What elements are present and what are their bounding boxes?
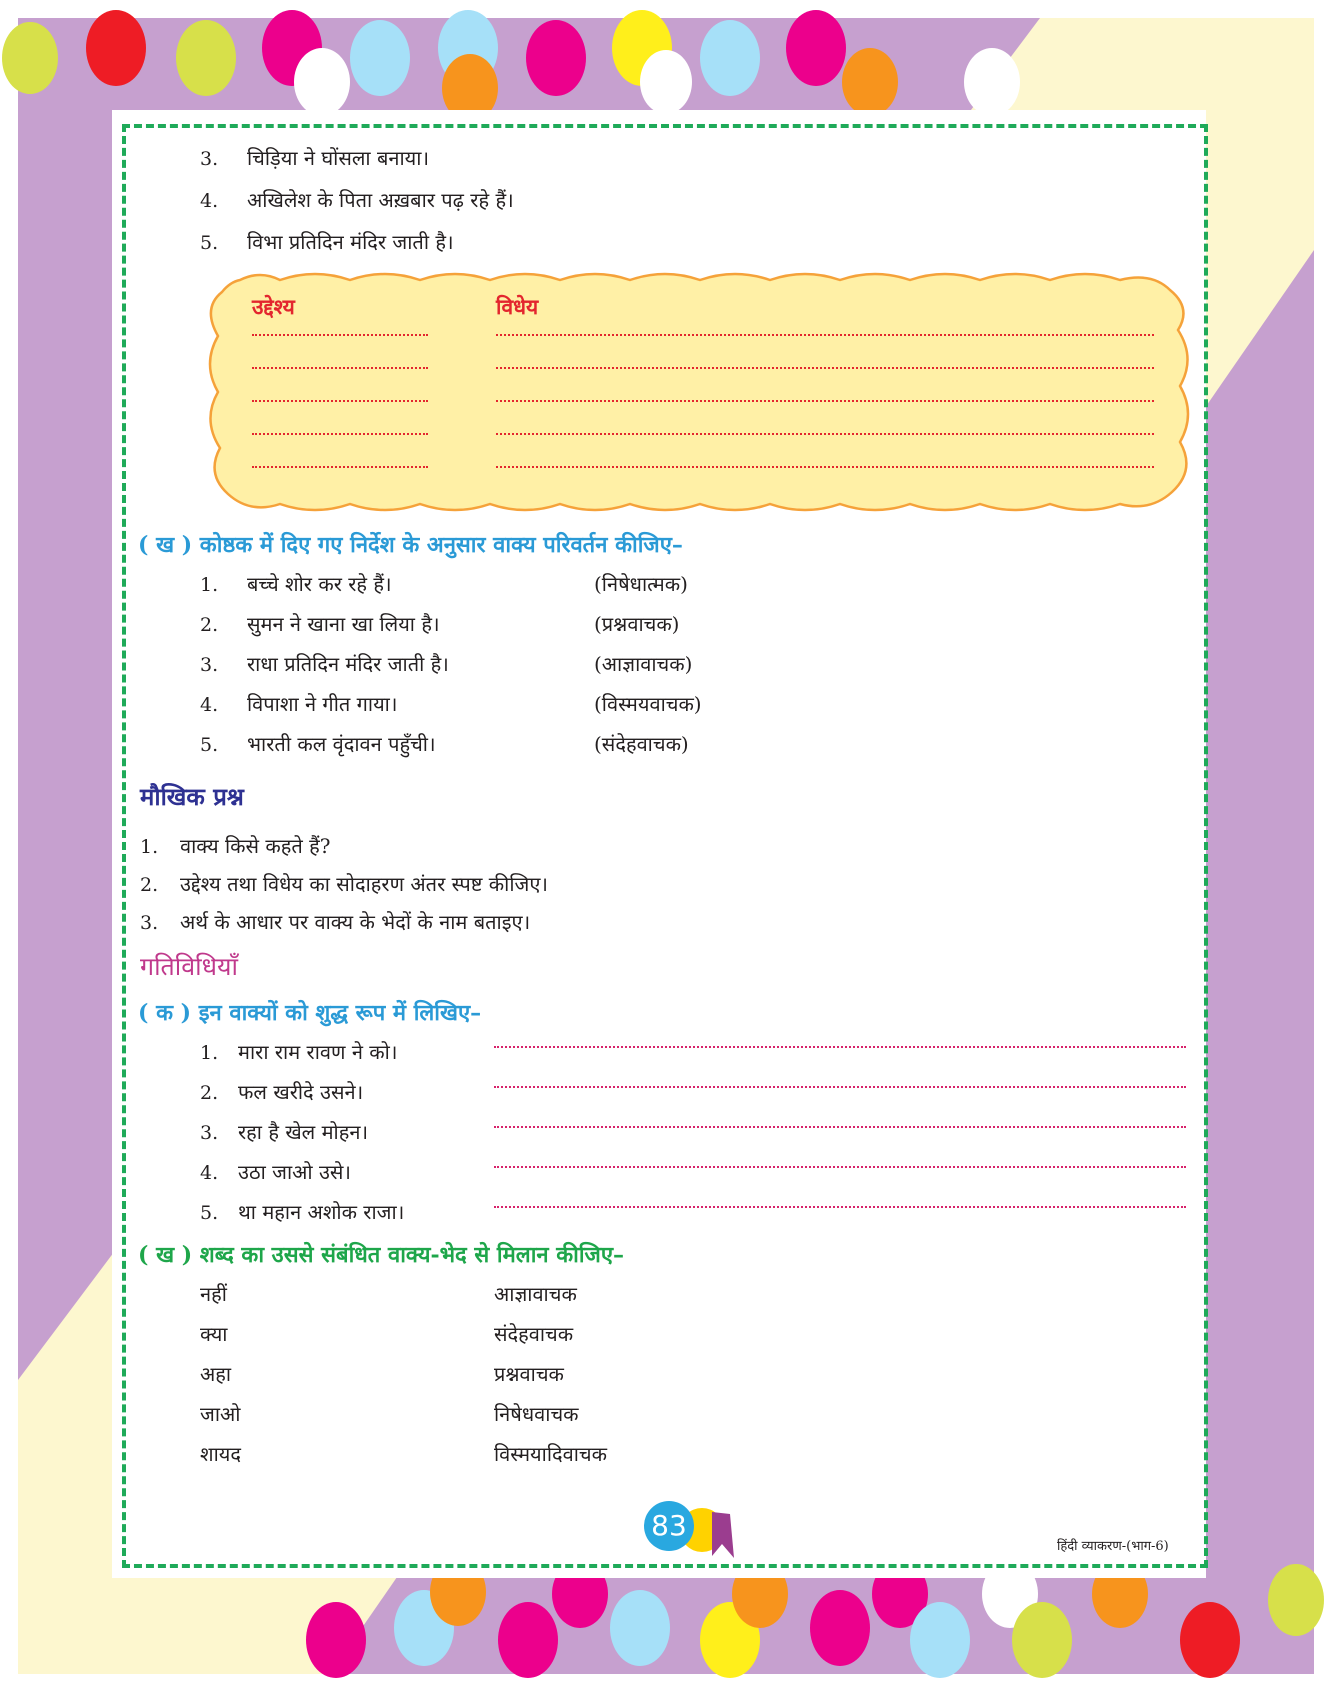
list-instruction: (प्रश्नवाचक) (594, 612, 680, 636)
answer-line (494, 1166, 1186, 1168)
list-instruction: (संदेहवाचक) (594, 732, 689, 756)
column-title-uddeshya: उद्देश्य (252, 294, 295, 319)
list-item: अर्थ के आधार पर वाक्य के भेदों के नाम बताइए। (180, 910, 531, 934)
list-item: विभा प्रतिदिन मंदिर जाती है। (247, 230, 454, 254)
list-number: 4. (200, 190, 219, 212)
list-number: 2. (140, 874, 159, 896)
list-number: 3. (140, 912, 159, 934)
match-type: निषेधवाचक (494, 1402, 579, 1426)
section-heading-oral: मौखिक प्रश्न (140, 782, 244, 811)
list-item: उद्देश्य तथा विधेय का सोदाहरण अंतर स्पष्ट कीजिए। (180, 872, 548, 896)
answer-line (494, 1126, 1186, 1128)
answer-line (496, 367, 1154, 369)
list-number: 1. (140, 836, 159, 858)
match-word: शायद (200, 1442, 241, 1466)
list-number: 3. (200, 148, 219, 170)
list-item: वाक्य किसे कहते हैं? (180, 834, 331, 858)
list-number: 1. (200, 1042, 219, 1064)
list-instruction: (विस्मयवाचक) (594, 692, 702, 716)
list-item: अखिलेश के पिता अख़बार पढ़ रहे हैं। (247, 188, 514, 212)
list-number: 5. (200, 734, 219, 756)
answer-line (252, 334, 428, 336)
footer-book-title: हिंदी व्याकरण-(भाग-6) (1057, 1539, 1169, 1554)
list-instruction: (निषेधात्मक) (594, 572, 688, 596)
answer-line (496, 400, 1154, 402)
answer-line (252, 466, 428, 468)
match-word: जाओ (200, 1402, 241, 1426)
section-heading-activities: गतिविधियाँ (140, 952, 239, 981)
list-instruction: (आज्ञावाचक) (594, 652, 693, 676)
page-number: 83 (644, 1501, 694, 1551)
section-heading-kha-match: ( ख ) शब्द का उससे संबंधित वाक्य-भेद से मिलान कीजिए– (138, 1242, 625, 1268)
answer-line (496, 433, 1154, 435)
match-word: अहा (200, 1362, 232, 1386)
list-number: 2. (200, 1082, 219, 1104)
list-number: 3. (200, 1122, 219, 1144)
list-item: राधा प्रतिदिन मंदिर जाती है। (247, 652, 449, 676)
list-item: फल खरीदे उसने। (238, 1080, 364, 1104)
match-type: विस्मयादिवाचक (494, 1442, 607, 1466)
list-item: बच्चे शोर कर रहे हैं। (247, 572, 392, 596)
list-number: 4. (200, 694, 219, 716)
match-type: आज्ञावाचक (494, 1282, 577, 1306)
list-item: था महान अशोक राजा। (238, 1200, 405, 1224)
list-item: मारा राम रावण ने को। (238, 1040, 398, 1064)
section-heading-kha-transform: ( ख ) कोष्ठक में दिए गए निर्देश के अनुसार वाक्य परिवर्तन कीजिए– (138, 532, 683, 558)
list-item: विपाशा ने गीत गाया। (247, 692, 398, 716)
list-item: चिड़िया ने घोंसला बनाया। (247, 146, 430, 170)
list-item: भारती कल वृंदावन पहुँची। (247, 732, 436, 756)
answer-line (494, 1046, 1186, 1048)
match-type: संदेहवाचक (494, 1322, 574, 1346)
match-type: प्रश्नवाचक (494, 1362, 564, 1386)
answer-line (252, 367, 428, 369)
answer-line (496, 466, 1154, 468)
answer-line (494, 1206, 1186, 1208)
list-number: 3. (200, 654, 219, 676)
cloud-answer-box (200, 268, 1200, 518)
match-word: क्या (200, 1322, 228, 1346)
list-number: 1. (200, 574, 219, 596)
list-item: रहा है खेल मोहन। (238, 1120, 369, 1144)
answer-line (252, 433, 428, 435)
answer-line (496, 334, 1154, 336)
list-item: सुमन ने खाना खा लिया है। (247, 612, 440, 636)
list-number: 4. (200, 1162, 219, 1184)
list-number: 5. (200, 1202, 219, 1224)
section-heading-ka-correct: ( क ) इन वाक्यों को शुद्ध रूप में लिखिए– (138, 1000, 482, 1026)
list-item: उठा जाओ उसे। (238, 1160, 352, 1184)
list-number: 5. (200, 232, 219, 254)
answer-line (494, 1086, 1186, 1088)
answer-line (252, 400, 428, 402)
column-title-vidheya: विधेय (496, 294, 539, 319)
match-word: नहीं (200, 1282, 227, 1306)
list-number: 2. (200, 614, 219, 636)
